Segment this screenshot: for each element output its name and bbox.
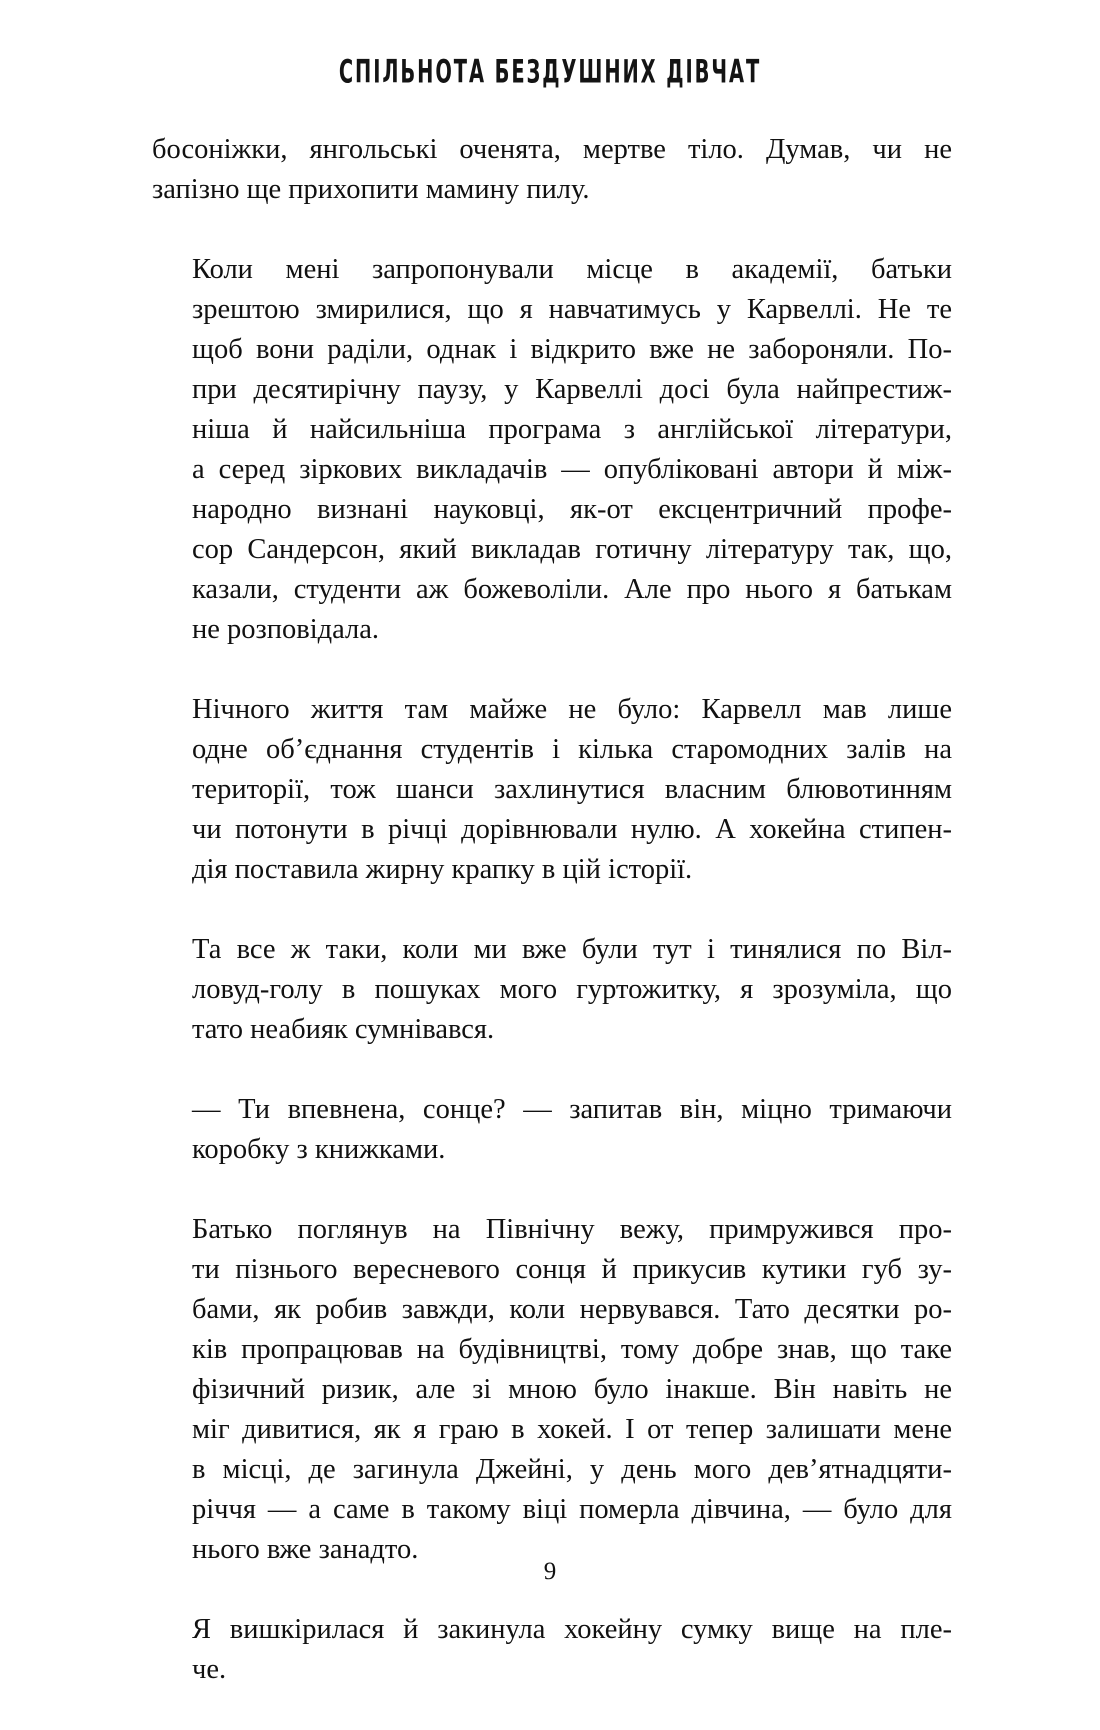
text-line: народно визнані науковці, як-от ексцентричний профе- (192, 494, 952, 525)
text-line: території, тож шанси захлинутися власним блювотинням (192, 774, 952, 805)
text-line: коробку з книжками. (192, 1134, 446, 1165)
text-line: при десятирічну паузу, у Карвеллі досі була найпрестиж- (192, 374, 952, 405)
text-line: — Ти впевнена, сонце? — запитав він, міцно тримаючи (192, 1094, 952, 1125)
paragraph (152, 1610, 952, 1730)
text-line: Я вишкірилася й закинула хокейну сумку вище на пле- (192, 1614, 952, 1645)
text-line: одне об’єднання студентів і кілька старомодних залів на (192, 734, 952, 765)
paragraph (152, 690, 952, 930)
text-line: Батько поглянув на Північну вежу, примружився про- (192, 1214, 952, 1245)
text-line: ніша й найсильніша програма з англійської літератури, (192, 414, 952, 445)
page-number: 9 (543, 1558, 557, 1585)
text-line: міг дивитися, як я граю в хокей. І от тепер залишати мене (192, 1414, 952, 1445)
text-line: в місці, де загинула Джейні, у день мого дев’ятнадцяти- (192, 1454, 952, 1485)
paragraph (152, 130, 952, 250)
running-header-title: СПІЛЬНОТА БЕЗДУШНИХ ДІВЧАТ (338, 54, 762, 91)
paragraph (152, 1090, 952, 1210)
paragraph (152, 930, 952, 1090)
text-line: фізичний ризик, але зі мною було інакше. Він навіть не (192, 1374, 952, 1405)
text-line: че. (192, 1654, 227, 1685)
text-line: сор Сандерсон, який викладав готичну літературу так, що, (192, 534, 952, 565)
text-line: запізно ще прихопити мамину пилу. (152, 174, 590, 205)
text-line: Нічного життя там майже не було: Карвелл мав лише (192, 694, 952, 725)
text-line: Та все ж таки, коли ми вже були тут і тинялися по Віл- (192, 934, 952, 965)
text-line: Коли мені запропонували місце в академії, батьки (192, 254, 952, 285)
text-line: зрештою змирилися, що я навчатимусь у Карвеллі. Не те (192, 294, 952, 325)
text-line: нього вже занадто. (192, 1534, 419, 1565)
text-line: дія поставила жирну крапку в цій історії. (192, 854, 693, 885)
text-line: річчя — а саме в такому віці померла дівчина, — було для (192, 1494, 952, 1525)
text-line: щоб вони раділи, однак і відкрито вже не забороняли. По- (192, 334, 952, 365)
text-line: ловуд-голу в пошуках мого гуртожитку, я зрозуміла, що (192, 974, 952, 1005)
text-line: а серед зіркових викладачів — опубліковані автори й між- (192, 454, 952, 485)
text-line: чи потонути в річці дорівнювали нулю. А хокейна стипен- (192, 814, 952, 845)
paragraph (152, 250, 952, 690)
text-line: ти пізнього вересневого сонця й прикусив кутики губ зу- (192, 1254, 952, 1285)
text-line: босоніжки, янгольські оченята, мертве тіло. Думав, чи не (152, 134, 952, 165)
text-line: тато неабияк сумнівався. (192, 1014, 495, 1045)
text-line: ків пропрацював на будівництві, тому добре знав, що таке (192, 1334, 952, 1365)
text-line: не розповідала. (192, 614, 380, 645)
text-line: казали, студенти аж божеволіли. Але про нього я батькам (192, 574, 952, 605)
body-text-column (152, 130, 952, 1730)
paragraph (152, 1210, 952, 1610)
text-line: бами, як робив завжди, коли нервувався. Тато десятки ро- (192, 1294, 952, 1325)
